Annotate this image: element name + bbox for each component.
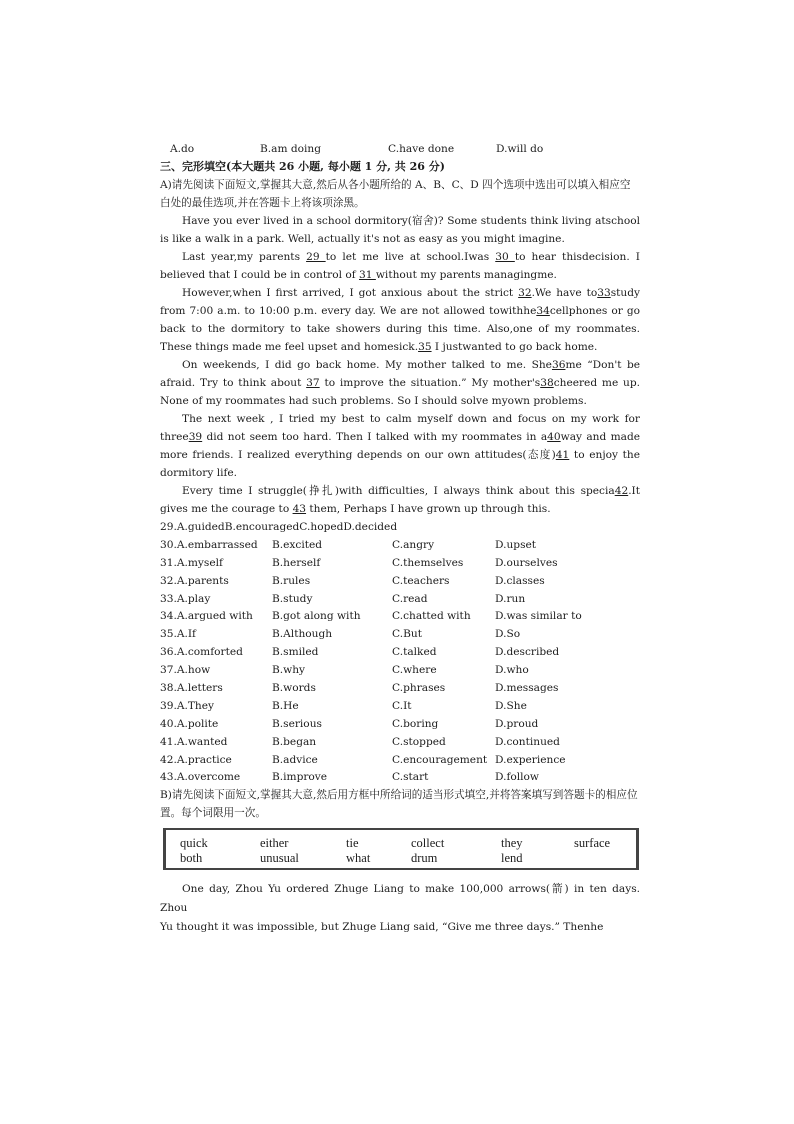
option-b: B.words <box>272 681 316 694</box>
blank-40: 40 <box>547 431 561 443</box>
question-row <box>160 715 640 733</box>
question-row <box>160 679 640 697</box>
option-a: 41.A.wanted <box>160 735 228 748</box>
blank-42: 42 <box>614 485 629 497</box>
question-row <box>160 643 640 661</box>
option-a: 40.A.polite <box>160 717 219 730</box>
passage-paragraph-4 <box>160 356 640 410</box>
option-b: B.excited <box>272 538 323 551</box>
option-a: 34.A.argued with <box>160 610 253 623</box>
word: quick <box>180 836 208 851</box>
question-row <box>160 768 640 786</box>
text: Last year,my parents <box>182 251 307 263</box>
option-c: C.encouragement <box>392 753 488 766</box>
option-a: 35.A.If <box>160 628 196 641</box>
passage-paragraph-3 <box>160 284 640 356</box>
option-c: C.angry <box>392 538 435 551</box>
option-b: B.smiled <box>272 646 319 659</box>
option-d: D.continued <box>495 735 560 748</box>
question-row <box>160 733 640 751</box>
option-b: B.improve <box>272 771 328 784</box>
blank-36: 36 <box>551 359 566 371</box>
question-row <box>160 554 640 572</box>
option-a: 30.A.embarrassed <box>160 538 258 551</box>
text: me “Don't be afraid. Try to think about <box>160 359 640 389</box>
passage-paragraph-6 <box>160 482 640 518</box>
option-d: D.messages <box>495 681 559 694</box>
blank-43: 43 <box>292 503 307 515</box>
option-a: 37.A.how <box>160 664 211 677</box>
question-row <box>160 536 640 554</box>
blank-33: 33 <box>597 287 611 299</box>
word: lend <box>501 851 523 866</box>
option-d: D.proud <box>495 717 539 730</box>
option-c: C.chatted with <box>392 610 471 623</box>
blank-41: 41 <box>555 449 570 461</box>
option-d: D.experience <box>495 753 566 766</box>
option-b: B.study <box>272 592 313 605</box>
question-row <box>160 625 640 643</box>
text: did not seem too hard. Then I talked with my roommates in a <box>202 431 548 443</box>
option-c: C.boring <box>392 717 439 730</box>
option-d: D.She <box>495 699 527 712</box>
question-row <box>160 661 640 679</box>
option-d: D.classes <box>495 574 545 587</box>
word: either <box>260 836 289 851</box>
option-a: 32.A.parents <box>160 574 229 587</box>
option-d: D.described <box>495 646 560 659</box>
option-d: D.So <box>495 628 521 641</box>
blank-31: 31 <box>359 269 376 281</box>
part-b-instruction: B)请先阅读下面短文,掌握其大意,然后用方框中所给词的适当形式填空,并将答案填写到答题卡的相应位置。每个词限用一次。 <box>160 789 638 820</box>
word: what <box>346 851 371 866</box>
option-b: B.advice <box>272 753 318 766</box>
text: without my parents managingme. <box>375 269 557 281</box>
option-c: C.read <box>392 592 428 605</box>
option-c: C.stopped <box>392 735 446 748</box>
word: tie <box>346 836 359 851</box>
part-a-instruction: A)请先阅读下面短文,掌握其大意,然后从各小题所给的 A、B、C、D 四个选项中选出可以填入相应空白处的最佳选项,并在答题卡上将该项涂黑。 <box>160 179 631 209</box>
option-c: C.themselves <box>392 556 464 569</box>
word: surface <box>574 836 611 851</box>
option-c: C.But <box>392 628 422 641</box>
option-b: B.rules <box>272 574 311 587</box>
word: both <box>180 851 203 866</box>
blank-38: 38 <box>540 377 554 389</box>
option-b: B.am doing <box>260 142 322 155</box>
option-d: D.ourselves <box>495 556 558 569</box>
previous-question-options <box>170 140 640 157</box>
text: to improve the situation.” My mother's <box>319 377 541 389</box>
option-a: 38.A.letters <box>160 681 223 694</box>
text: On weekends, I did go back home. My mother talked to me. She <box>182 359 552 371</box>
option-b: B.got along with <box>272 610 361 623</box>
passage-paragraph-5 <box>160 410 640 482</box>
blank-34: 34 <box>536 305 550 317</box>
text: to enjoy the dormitory life. <box>160 449 641 479</box>
option-a: A.do <box>170 142 195 155</box>
text: study from 7:00 a.m. to 10:00 p.m. every day. We are not allowed towithhe <box>160 287 640 317</box>
text: I justwanted to go back home. <box>431 341 598 353</box>
text: Every time I struggle(挣扎)with difficulties, I always think about this specia <box>182 485 615 497</box>
word-box <box>163 828 639 870</box>
option-b: B.began <box>272 735 317 748</box>
question-row <box>160 697 640 715</box>
text: However,when I first arrived, I got anxious about the strict <box>182 287 519 299</box>
exam-content <box>160 140 640 937</box>
blank-29: 29 <box>306 251 326 263</box>
text: .We have to <box>531 287 598 299</box>
question-29: 29.A.guidedB.encouragedC.hopedD.decided <box>160 520 398 533</box>
option-a: 33.A.play <box>160 592 211 605</box>
text: cellphones or go back to the dormitory to take showers during this time. Also,one of my roommates. These things made me feel upset and homesick. <box>160 305 640 353</box>
option-b: B.why <box>272 664 306 677</box>
blank-37: 37 <box>306 377 320 389</box>
blank-39: 39 <box>188 431 203 443</box>
option-b: B.serious <box>272 717 322 730</box>
option-d: D.who <box>495 664 529 677</box>
text: cheered me up. None of my roommates had such problems. So I should solve myown problems. <box>160 377 640 407</box>
option-a: 39.A.They <box>160 699 215 712</box>
option-b: B.Although <box>272 628 333 641</box>
option-c: C.talked <box>392 646 437 659</box>
story-paragraph-continued: Yu thought it was impossible, but Zhuge Liang said, “Give me three days.” Thenhe <box>160 921 604 934</box>
text: .It gives me the courage to <box>160 485 640 515</box>
question-row <box>160 590 640 608</box>
option-c: C.phrases <box>392 681 446 694</box>
text: way and made more friends. I realized everything depends on our own attitudes(态度) <box>160 431 641 461</box>
text: to hear thisdecision. I believed that I could be in control of <box>160 251 640 281</box>
text: The next week , I tried my best to calm myself down and focus on my work for three <box>160 413 640 443</box>
section-title: 三、完形填空(本大题共 26 小题, 每小题 1 分, 共 26 分) <box>160 160 445 173</box>
option-d: D.will do <box>496 142 544 155</box>
option-c: C.start <box>392 771 429 784</box>
option-d: D.follow <box>495 771 540 784</box>
option-b: B.herself <box>272 556 321 569</box>
word-box-row-2 <box>166 851 636 867</box>
question-row <box>160 751 640 769</box>
option-a: 31.A.myself <box>160 556 223 569</box>
option-c: C.teachers <box>392 574 450 587</box>
option-d: D.upset <box>495 538 537 551</box>
blank-32: 32 <box>518 287 532 299</box>
text: them, Perhaps I have grown up through this. <box>306 503 551 515</box>
blank-30: 30 <box>495 251 515 263</box>
word: collect <box>411 836 445 851</box>
option-c: C.where <box>392 664 437 677</box>
passage-paragraph-1: Have you ever lived in a school dormitory(宿舍)? Some students think living atschool is like a walk in a park. Well, actually it's not as easy as you might imagine. <box>160 215 640 245</box>
word: unusual <box>260 851 299 866</box>
question-list <box>160 536 640 786</box>
question-row <box>160 572 640 590</box>
option-a: 42.A.practice <box>160 753 232 766</box>
option-b: B.He <box>272 699 299 712</box>
option-c: C.have done <box>388 142 455 155</box>
option-a: 43.A.overcome <box>160 771 241 784</box>
question-row <box>160 607 640 625</box>
blank-35: 35 <box>418 341 432 353</box>
passage-paragraph-2 <box>160 248 640 284</box>
option-c: C.It <box>392 699 412 712</box>
option-d: D.was similar to <box>495 610 582 623</box>
story-paragraph: One day, Zhou Yu ordered Zhuge Liang to make 100,000 arrows(箭) in ten days. Zhou <box>160 883 640 915</box>
option-d: D.run <box>495 592 526 605</box>
option-a: 36.A.comforted <box>160 646 243 659</box>
word: they <box>501 836 523 851</box>
word: drum <box>411 851 438 866</box>
text: to let me live at school.Iwas <box>325 251 496 263</box>
word-box-row-1 <box>166 836 636 852</box>
